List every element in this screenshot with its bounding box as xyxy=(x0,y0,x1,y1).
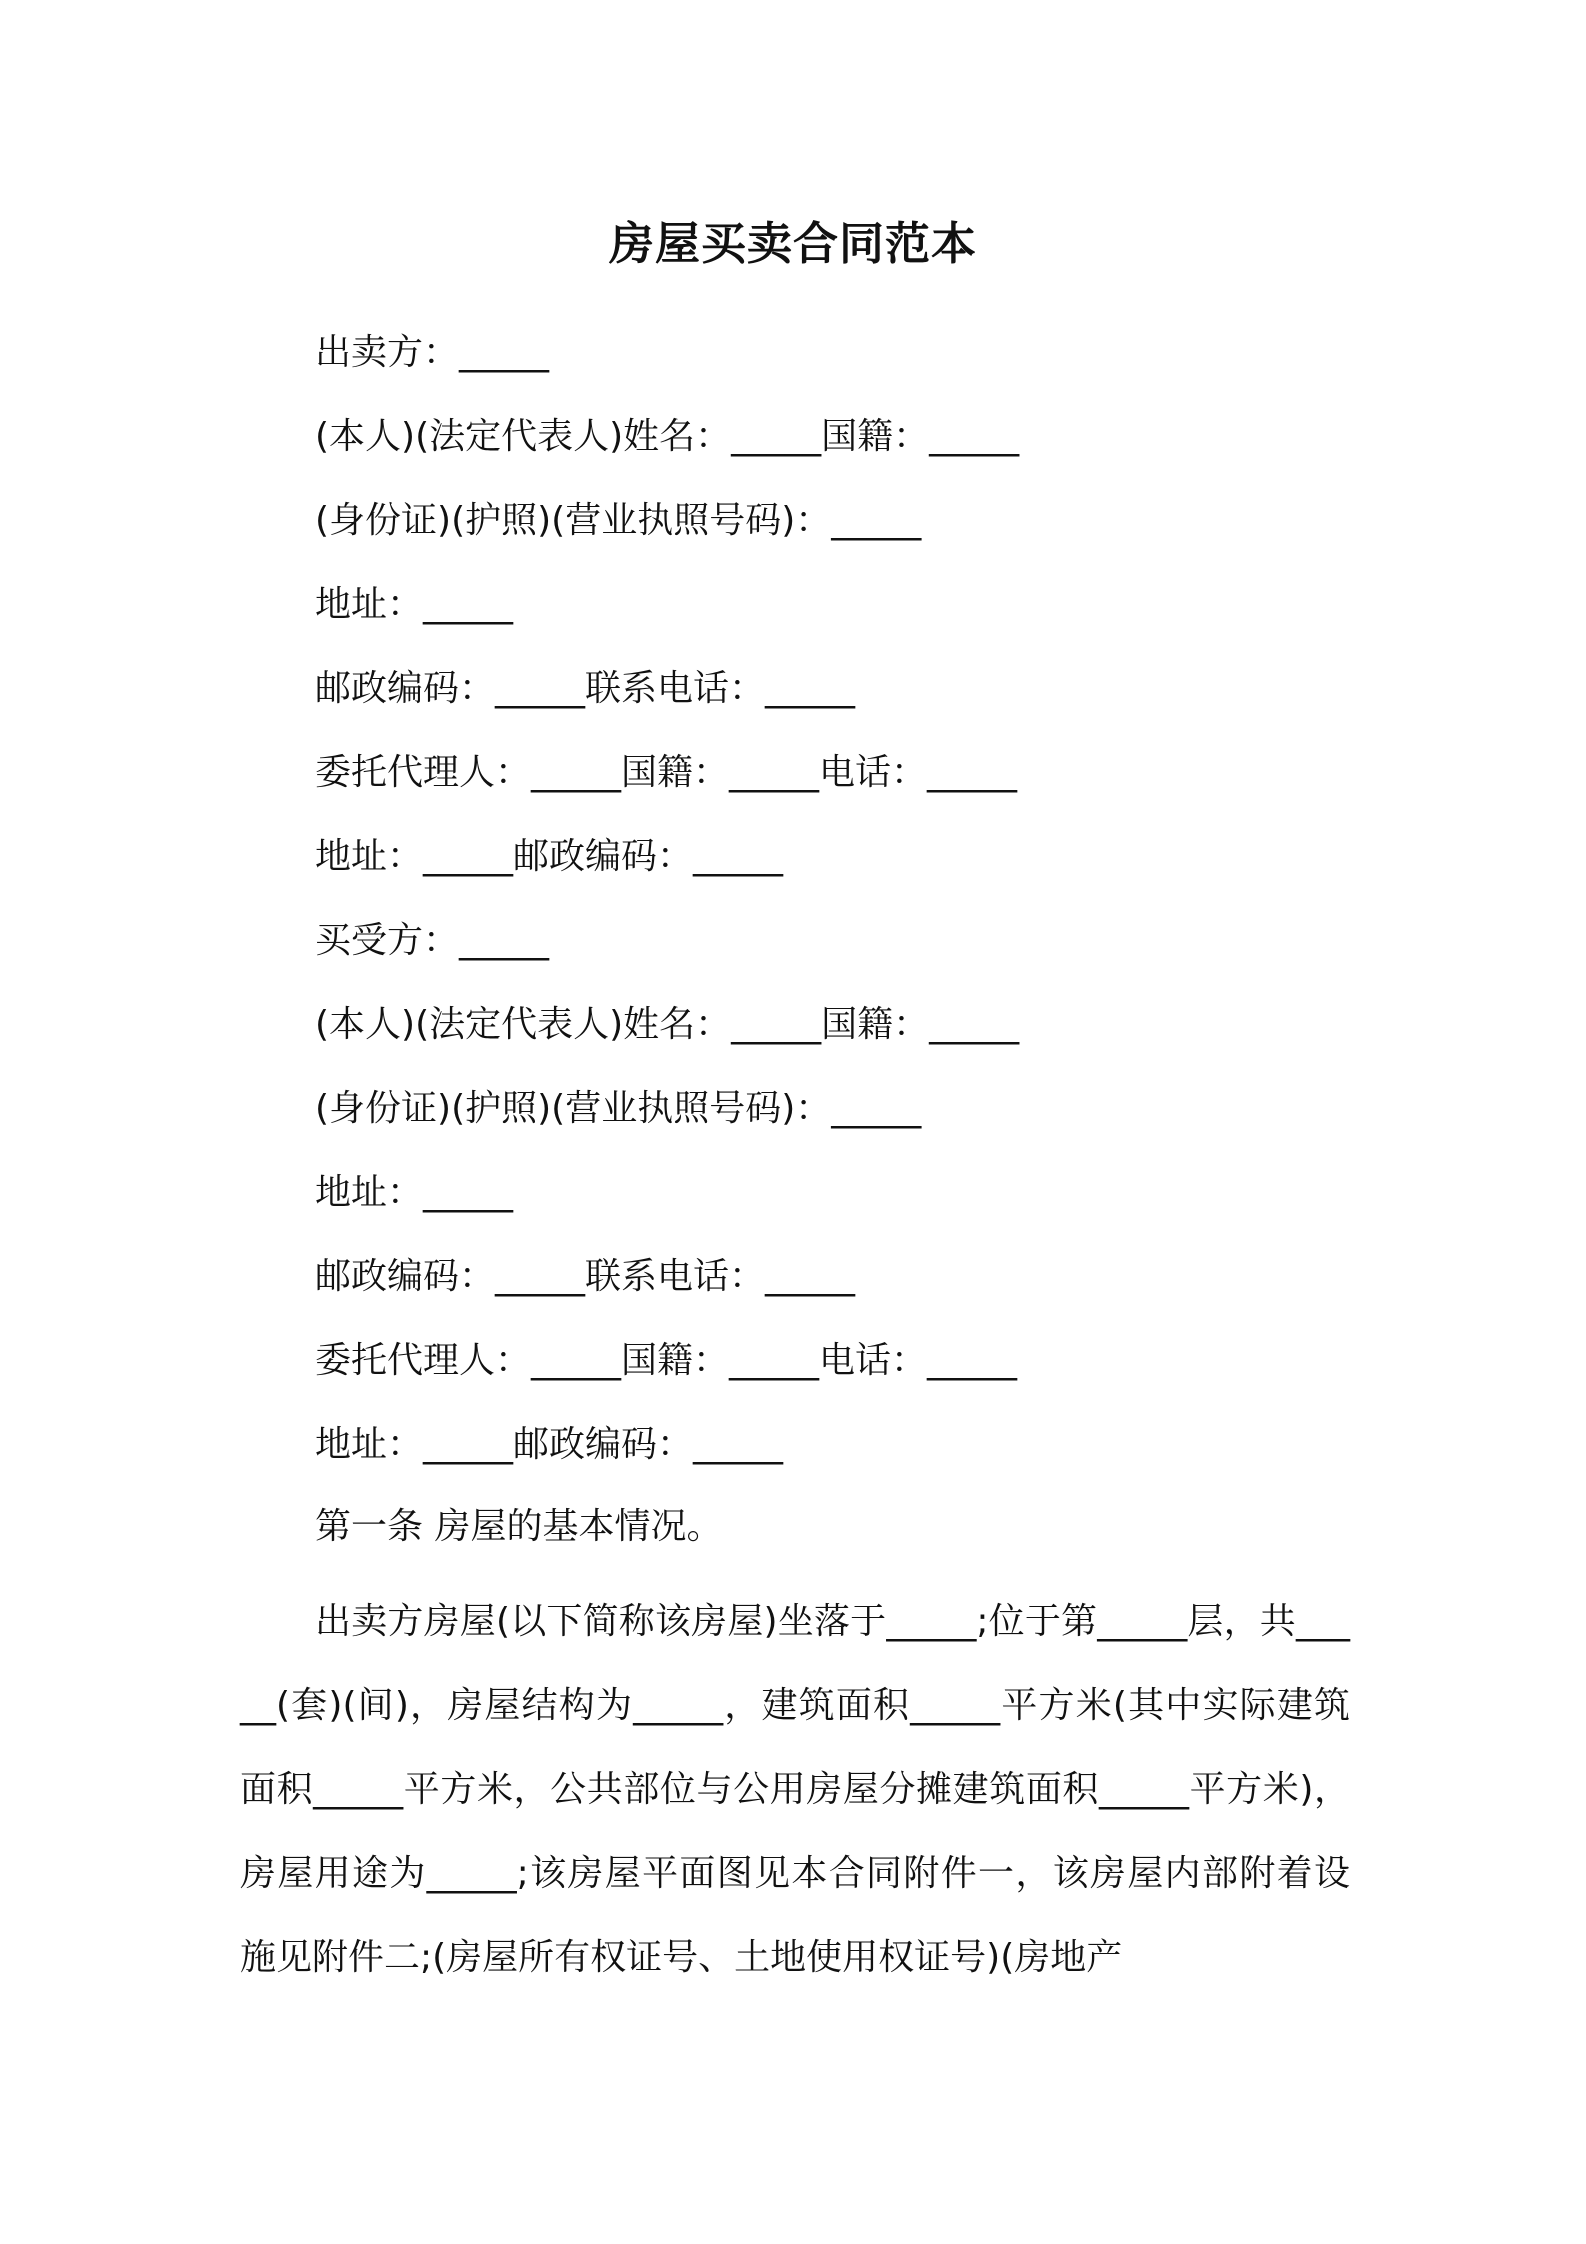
buyer-address-line: 地址：_____ xyxy=(315,1172,514,1213)
seller-name-nationality-line: (本人)(法定代表人)姓名：_____国籍：_____ xyxy=(315,416,1020,457)
party-info-block xyxy=(315,323,1415,1499)
seller-address-line: 地址：_____ xyxy=(315,584,514,625)
article-heading: 第一条 房屋的基本情况。 xyxy=(315,1506,723,1547)
buyer-line: 买受方：_____ xyxy=(315,920,550,961)
buyer-id-line: (身份证)(护照)(营业执照号码)：_____ xyxy=(315,1088,922,1129)
seller-line: 出卖方：_____ xyxy=(315,332,550,373)
article-paragraph: 出卖方房屋(以下简称该房屋)坐落于_____;位于第_____层，共_____(套)(间)，房屋结构为_____，建筑面积_____平方米(其中实际建筑面积_____平方米，公共部位与公用房屋分摊建筑面积_____平方米)，房屋用途为_____;该房屋平面图见本合同附件一，该房屋内部附着设施见附件二;(房屋所有权证号、土地使用权证号)(房地产 xyxy=(240,1601,1350,1978)
buyer-agent-line: 委托代理人：_____国籍：_____电话：_____ xyxy=(315,1340,1018,1381)
buyer-agent-address-line: 地址：_____邮政编码：_____ xyxy=(315,1424,784,1465)
document-title: 房屋买卖合同范本 xyxy=(608,217,977,270)
seller-agent-line: 委托代理人：_____国籍：_____电话：_____ xyxy=(315,752,1018,793)
buyer-postcode-phone-line: 邮政编码：_____联系电话：_____ xyxy=(315,1256,856,1297)
seller-agent-address-line: 地址：_____邮政编码：_____ xyxy=(315,836,784,877)
seller-postcode-phone-line: 邮政编码：_____联系电话：_____ xyxy=(315,668,856,709)
seller-id-line: (身份证)(护照)(营业执照号码)：_____ xyxy=(315,500,922,541)
buyer-name-nationality-line: (本人)(法定代表人)姓名：_____国籍：_____ xyxy=(315,1004,1020,1045)
